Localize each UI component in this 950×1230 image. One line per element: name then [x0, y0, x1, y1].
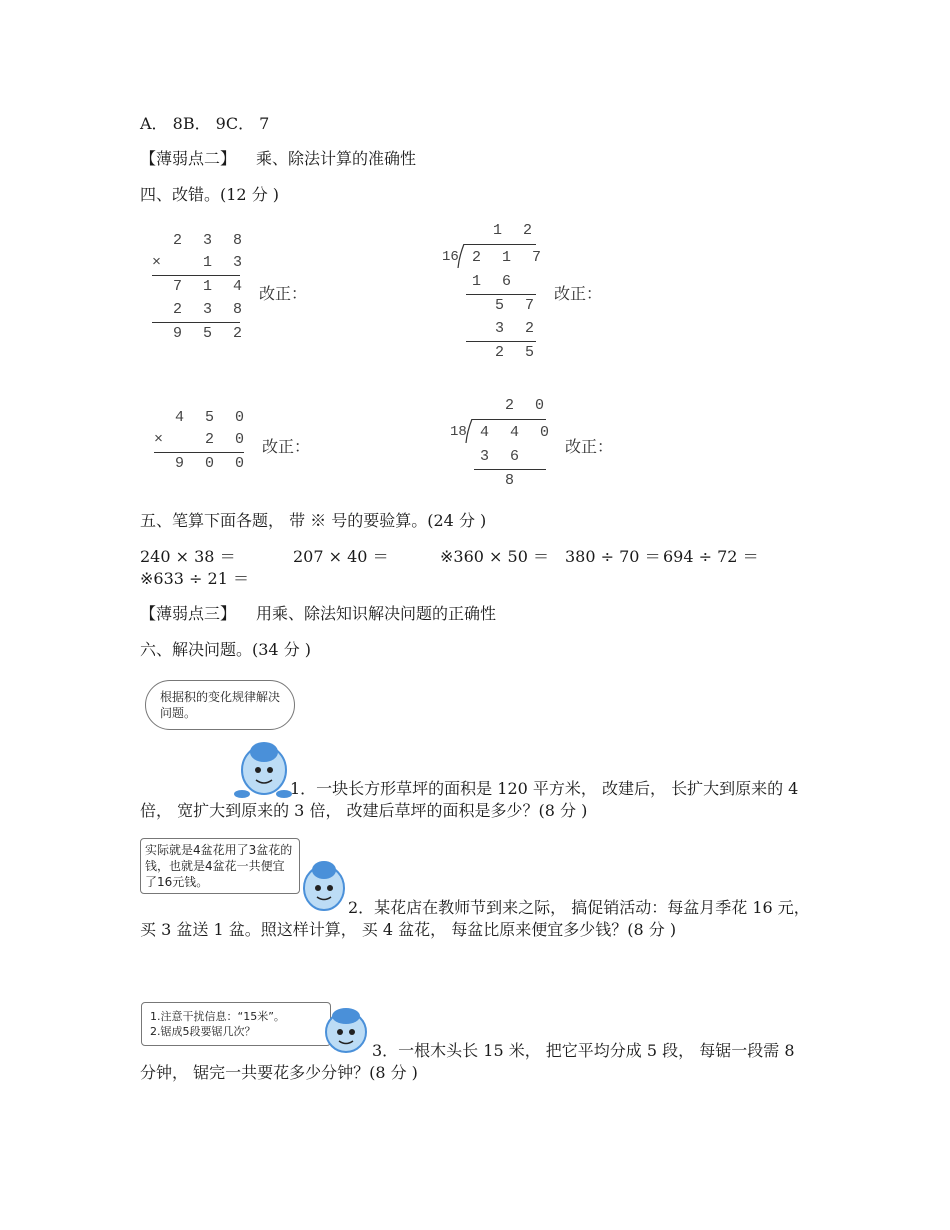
equation: 207 × 40 ＝ [293, 547, 389, 566]
divisor: 18 [450, 424, 467, 440]
calc-line: 2 0 [204, 431, 250, 448]
division-bracket [464, 419, 474, 445]
calc-multiplication-2 [152, 409, 252, 479]
calc-line: 2 3 8 [172, 301, 248, 318]
calc-line: 3 2 [495, 320, 541, 337]
weak-point-tag: 【薄弱点三】 [140, 604, 237, 623]
calc-line: 2 5 [495, 344, 541, 361]
section-5-heading: 五、笔算下面各题， 带 ※ 号的要验算。(24 分 ) [140, 511, 487, 530]
calc-multiplication-1 [150, 232, 250, 347]
problem-2-text: 2．某花店在教师节到来之际， 搞促销活动：每盆月季花 16 元， 买 3 盆送 1 盆。照这样计算， 买 4 盆花， 每盆比原来便宜多少钱？(8 分 ) [140, 898, 810, 939]
calc-line: 1 3 [202, 254, 248, 271]
division-bracket [456, 244, 466, 270]
calc-line: 5 7 [495, 297, 541, 314]
hint-bubble-2: 实际就是4盆花用了3盆花的钱，也就是4盆花一共便宜了16元钱。 [140, 838, 300, 894]
quotient: 2 0 [505, 397, 551, 414]
calc-line: 2 3 8 [172, 232, 248, 249]
calc-division-2 [448, 397, 558, 492]
equation: 240 × 38 ＝ [140, 547, 236, 566]
calc-line: 4 5 0 [174, 409, 250, 426]
weak-point-title: 乘、除法计算的准确性 [256, 149, 417, 168]
section-4-heading: 四、改错。(12 分 ) [140, 185, 280, 204]
equation: ※360 × 50 ＝ [440, 547, 549, 566]
hint-line: 2.锯成5段要锯几次？ [150, 1025, 256, 1038]
weak-point-tag: 【薄弱点二】 [140, 149, 237, 168]
calc-division-1 [440, 222, 550, 367]
hint-line: 1.注意干扰信息：“15米”。 [150, 1010, 285, 1023]
section-6-heading: 六、解决问题。(34 分 ) [140, 640, 312, 659]
equation: 380 ÷ 70 ＝ [565, 547, 661, 566]
weak-point-title: 用乘、除法知识解决问题的正确性 [256, 604, 497, 623]
choice-options: A． 8B． 9C． 7 [140, 114, 270, 133]
equation: ※633 ÷ 21 ＝ [140, 569, 249, 588]
multiply-sign: × [152, 254, 162, 271]
calc-line: 8 [505, 472, 521, 489]
calc-line: 9 0 0 [174, 455, 250, 472]
fix-label: 改正： [565, 437, 614, 456]
hint-bubble-1: 根据积的变化规律解决问题。 [145, 680, 295, 730]
calc-line: 1 6 [472, 273, 518, 290]
fix-label: 改正： [259, 284, 308, 303]
calc-line: 7 1 4 [172, 278, 248, 295]
calc-line: 3 6 [480, 448, 526, 465]
problem-3-text: 3．一根木头长 15 米， 把它平均分成 5 段， 每锯一段需 8 分钟， 锯完一共要花多少分钟？(8 分 ) [140, 1041, 795, 1082]
equation: 694 ÷ 72 ＝ [663, 547, 759, 566]
fix-label: 改正： [262, 437, 311, 456]
problem-1-text: 1．一块长方形草坪的面积是 120 平方米， 改建后， 长扩大到原来的 4 倍， 宽扩大到原来的 3 倍， 改建后草坪的面积是多少？(8 分 ) [140, 779, 799, 820]
fix-label: 改正： [554, 284, 603, 303]
calc-line: 9 5 2 [172, 325, 248, 342]
multiply-sign: × [154, 431, 164, 448]
quotient: 1 2 [493, 222, 539, 239]
weak-point-3-header [140, 603, 496, 625]
weak-point-2-header [140, 148, 416, 170]
dividend: 4 4 0 [480, 424, 556, 441]
dividend: 2 1 7 [472, 249, 548, 266]
divisor: 16 [442, 249, 459, 265]
equation-row [140, 546, 759, 568]
